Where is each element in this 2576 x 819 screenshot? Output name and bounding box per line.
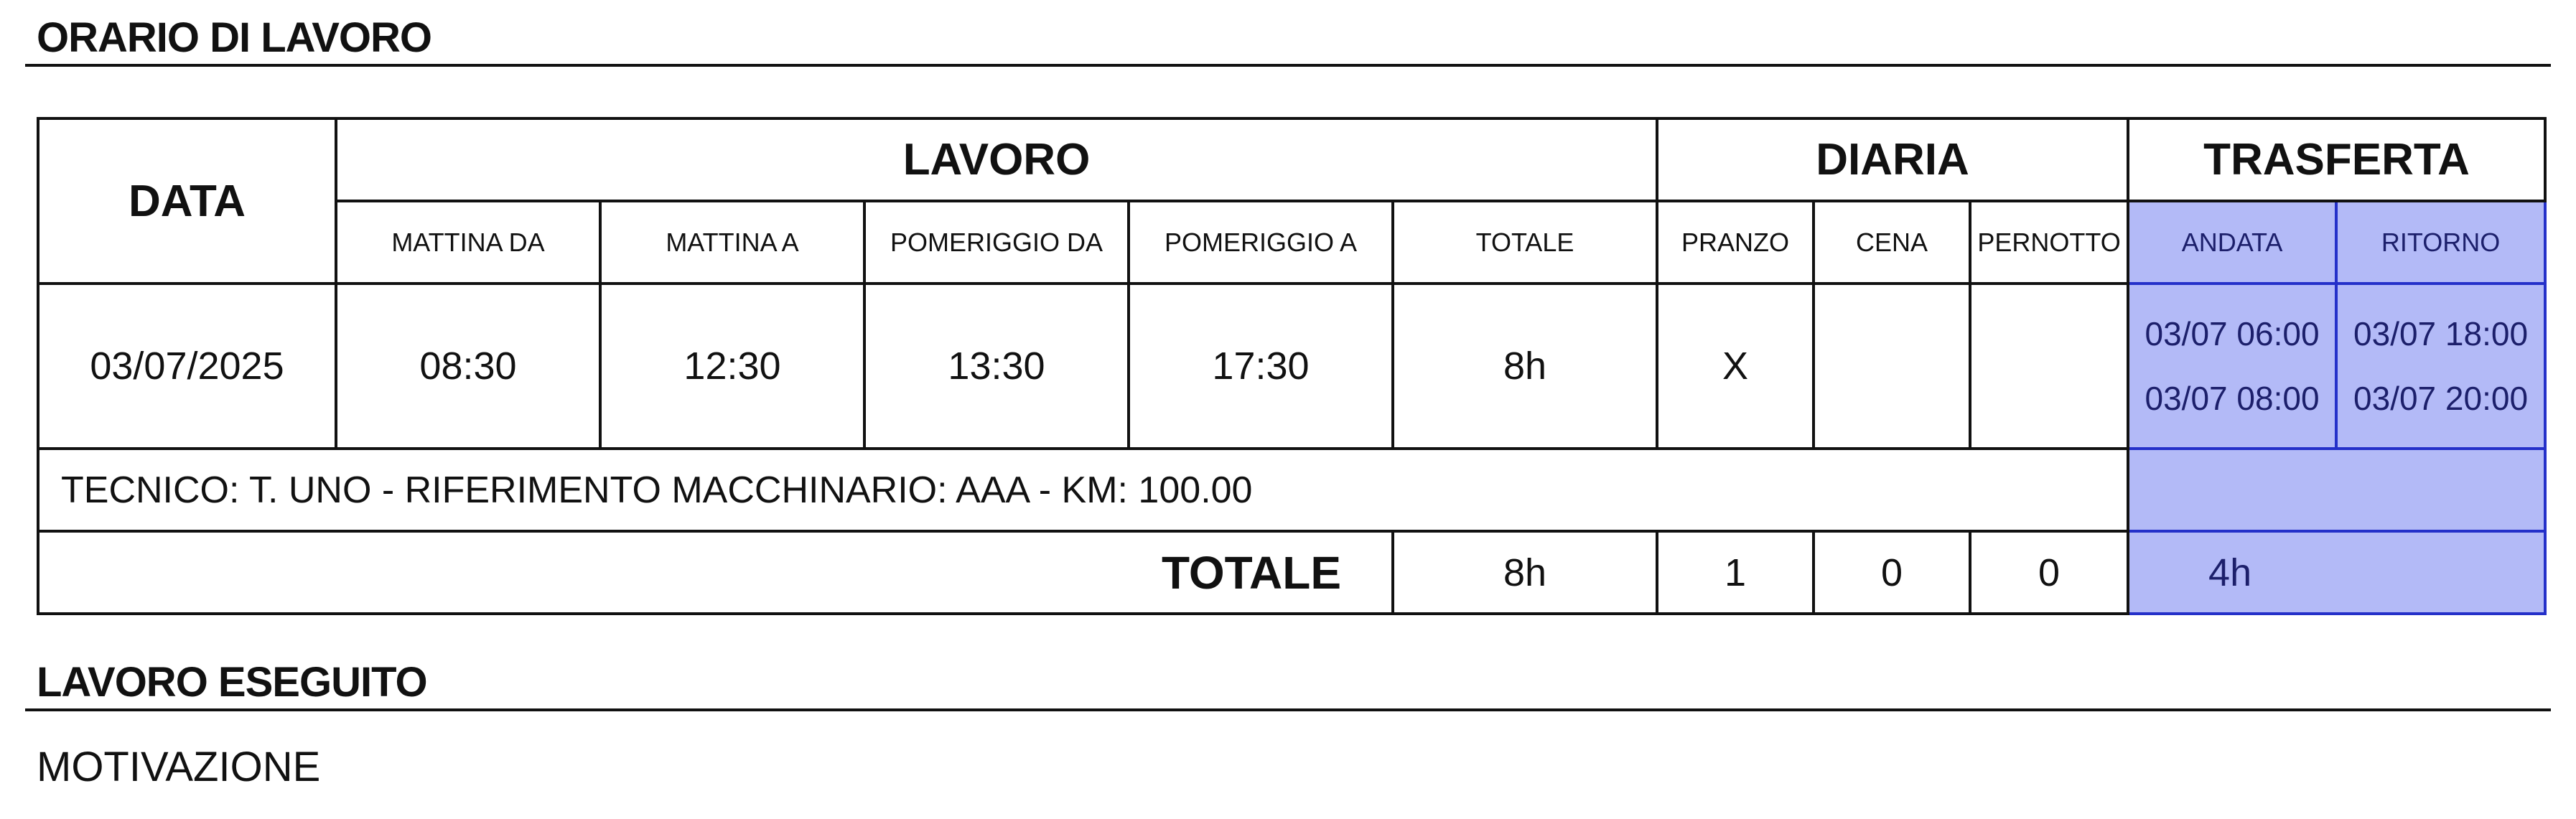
cell-cena (1814, 284, 1970, 449)
orario-di-lavoro-title: ORARIO DI LAVORO (37, 14, 432, 61)
andata-end-time: 03/07 08:00 (2145, 380, 2320, 417)
cell-data: 03/07/2025 (38, 284, 336, 449)
header-lavoro: LAVORO (336, 118, 1657, 201)
motivazione-label: MOTIVAZIONE (37, 744, 321, 790)
totals-pernotto: 0 (1970, 531, 2128, 614)
cell-pranzo: X (1657, 284, 1814, 449)
subheader-cena: CENA (1814, 201, 1970, 284)
work-hours-table (37, 117, 2547, 615)
subheader-totale: TOTALE (1393, 201, 1657, 284)
info-trasferta-empty (2128, 449, 2545, 531)
section-divider (25, 708, 2551, 711)
subheader-pernotto: PERNOTTO (1970, 201, 2128, 284)
totals-trasferta: 4h (2128, 531, 2545, 614)
header-data: DATA (38, 118, 336, 284)
cell-mattina-a: 12:30 (600, 284, 864, 449)
info-tecnico-row: TECNICO: T. UNO - RIFERIMENTO MACCHINARIO: AAA - KM: 100.00 (38, 449, 2128, 531)
subheader-pomeriggio-a: POMERIGGIO A (1129, 201, 1393, 284)
cell-pomeriggio-a: 17:30 (1129, 284, 1393, 449)
ritorno-end-time: 03/07 20:00 (2353, 380, 2529, 417)
subheader-ritorno: RITORNO (2336, 201, 2545, 284)
ritorno-start-time: 03/07 18:00 (2353, 315, 2529, 352)
cell-mattina-da: 08:30 (336, 284, 600, 449)
andata-start-time: 03/07 06:00 (2145, 315, 2320, 352)
subheader-mattina-a: MATTINA A (600, 201, 864, 284)
totals-cena: 0 (1814, 531, 1970, 614)
totals-ore: 8h (1393, 531, 1657, 614)
section-divider (25, 64, 2551, 67)
header-trasferta: TRASFERTA (2128, 118, 2545, 201)
subheader-pranzo: PRANZO (1657, 201, 1814, 284)
cell-pomeriggio-da: 13:30 (864, 284, 1129, 449)
cell-totale-ore: 8h (1393, 284, 1657, 449)
subheader-andata: ANDATA (2128, 201, 2336, 284)
subheader-pomeriggio-da: POMERIGGIO DA (864, 201, 1129, 284)
cell-andata (2128, 284, 2336, 449)
header-diaria: DIARIA (1657, 118, 2128, 201)
subheader-mattina-da: MATTINA DA (336, 201, 600, 284)
cell-pernotto (1970, 284, 2128, 449)
totals-label: TOTALE (38, 531, 1393, 614)
cell-ritorno (2336, 284, 2545, 449)
lavoro-eseguito-title: LAVORO ESEGUITO (37, 659, 427, 706)
totals-pranzo: 1 (1657, 531, 1814, 614)
